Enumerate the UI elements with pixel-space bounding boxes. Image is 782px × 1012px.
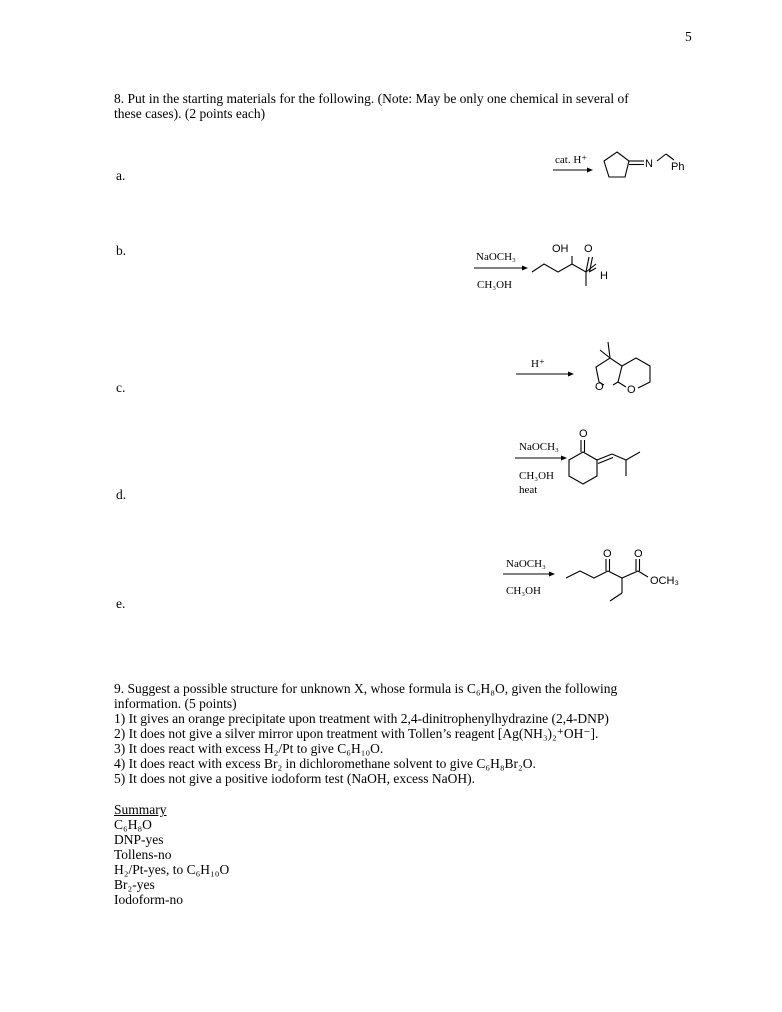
part-d-label: d. bbox=[116, 487, 127, 502]
part-b-reagent-bottom: CH₃OH bbox=[477, 279, 513, 291]
part-b-atom-oh: OH bbox=[552, 243, 569, 255]
q9-item-5: 5) It does not give a positive iodoform test (NaOH, excess NaOH). bbox=[114, 771, 476, 786]
summary-heading: Summary bbox=[114, 802, 167, 817]
part-b-reagent-top: NaOCH₃ bbox=[476, 251, 516, 263]
summary-line-iodoform: Iodoform-no bbox=[114, 892, 183, 907]
q8-prompt-line1: 8. Put in the starting materials for the following. (Note: May be only one chemical in several of bbox=[114, 91, 629, 106]
part-a-arrow bbox=[553, 167, 593, 173]
part-e-label: e. bbox=[116, 596, 126, 611]
part-a-atom-ph: Ph bbox=[671, 161, 685, 173]
summary-line-dnp: DNP-yes bbox=[114, 832, 164, 847]
part-b-label: b. bbox=[116, 243, 127, 258]
part-c-arrow bbox=[516, 371, 574, 377]
part-a-atom-n: N bbox=[645, 158, 653, 170]
part-d-atom-o: O bbox=[579, 428, 588, 440]
part-e-arrow bbox=[503, 571, 555, 577]
part-c-atom-o2: O bbox=[627, 384, 636, 396]
part-c-product-structure bbox=[580, 336, 670, 406]
part-c-reagent: H⁺ bbox=[531, 358, 545, 370]
summary-line-h2pt: H₂/Pt-yes, to C₆H₁₀O bbox=[114, 862, 230, 877]
part-d-reagent-heat: heat bbox=[519, 484, 538, 496]
part-b-atom-h: H bbox=[600, 270, 608, 282]
summary-line-br2: Br₂-yes bbox=[114, 877, 155, 892]
part-d-reagent-top: NaOCH₃ bbox=[519, 441, 559, 453]
part-d-reagent-bottom: CH₃OH bbox=[519, 470, 555, 482]
q9-item-4: 4) It does react with excess Br₂ in dichloromethane solvent to give C₆H₈Br₂O. bbox=[114, 756, 536, 771]
part-e-atom-o-ester: O bbox=[634, 548, 643, 560]
part-d-product-structure bbox=[560, 428, 650, 498]
part-b-atom-o: O bbox=[584, 243, 593, 255]
summary-line-formula: C₆H₈O bbox=[114, 817, 152, 832]
part-e-atom-o-ketone: O bbox=[603, 548, 612, 560]
q9-prompt-line1: 9. Suggest a possible structure for unknown X, whose formula is C₆H₈O, given the following bbox=[114, 681, 618, 696]
part-e-reagent-bottom: CH₃OH bbox=[506, 585, 542, 597]
part-b-arrow bbox=[474, 265, 528, 271]
q9-item-3: 3) It does react with excess H₂/Pt to give C₆H₁₀O. bbox=[114, 741, 384, 756]
part-e-atom-och3: OCH₃ bbox=[650, 575, 679, 587]
part-a-reagent: cat. H⁺ bbox=[555, 154, 588, 166]
part-c-atom-o1: O bbox=[595, 381, 604, 393]
q8-prompt-line2: these cases). (2 points each) bbox=[114, 106, 266, 121]
q9-item-2: 2) It does not give a silver mirror upon treatment with Tollen’s reagent [Ag(NH₃)₂⁺OH⁻]. bbox=[114, 726, 599, 741]
part-c-label: c. bbox=[116, 380, 126, 395]
page-number: 5 bbox=[685, 29, 692, 44]
part-e-reagent-top: NaOCH₃ bbox=[506, 558, 546, 570]
q9-item-1: 1) It gives an orange precipitate upon treatment with 2,4-dinitrophenylhydrazine (2,4-DNP) bbox=[114, 711, 609, 726]
part-a-label: a. bbox=[116, 168, 126, 183]
q9-prompt-line2: information. (5 points) bbox=[114, 696, 237, 711]
summary-line-tollens: Tollens-no bbox=[114, 847, 172, 862]
